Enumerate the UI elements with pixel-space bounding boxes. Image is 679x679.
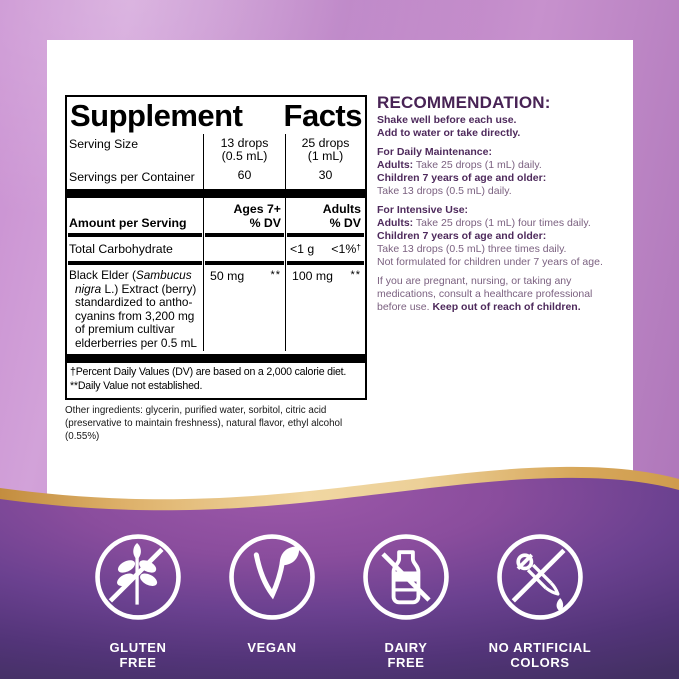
- carb-values-cell: [285, 238, 365, 260]
- thick-divider-bar: [67, 354, 365, 363]
- serving-size-13-drops: 13 drops (0.5 mL): [203, 134, 285, 164]
- serving-size-row: [67, 134, 365, 164]
- table-footnotes: [67, 363, 365, 398]
- servings-count-30: 30: [285, 164, 365, 189]
- dropper-slash-icon: [494, 531, 586, 623]
- total-carbohydrate-label: Total Carbohydrate: [69, 242, 173, 256]
- badge-gluten-free: [68, 531, 208, 670]
- amount-header-row: [67, 198, 365, 232]
- black-elder-description: Black Elder (Sambucus nigra L.) Extract (berry) standardized to antho- cyanins from 3,200 mg of premium cultivar elderberries per 0.5 mL: [69, 268, 197, 350]
- carb-empty-cell: [203, 238, 285, 260]
- daily-maintenance-group: For Daily Maintenance: Adults: Take 25 drops (1 mL) daily. Children 7 years of age and older: Take 13 drops (0.5 mL) daily.: [377, 146, 639, 198]
- badge-vegan: [202, 531, 342, 655]
- title-word-supplement: Supplement: [70, 98, 243, 133]
- badge-dairy-free: [336, 531, 476, 670]
- elder-amount-25-drops: 100 mg **: [285, 266, 365, 351]
- amount-per-serving-header: Amount per Serving: [69, 216, 187, 230]
- recommendation-heading: RECOMMENDATION:: [377, 93, 551, 112]
- footnote-daily-values: †Percent Daily Values (DV) are based on a 2,000 calorie diet.: [70, 366, 347, 378]
- serving-size-25-drops: 25 drops (1 mL): [285, 134, 365, 164]
- footnote-not-established: **Daily Value not established.: [70, 379, 203, 392]
- total-carbohydrate-row: [67, 238, 365, 260]
- black-elder-row: [67, 266, 365, 351]
- pregnancy-warning: If you are pregnant, nursing, or taking any medications, consult a healthcare professional before use. Keep out of reach of children.: [377, 275, 593, 313]
- thick-divider-bar: [67, 189, 365, 198]
- adults-header: Adults % DV: [285, 198, 365, 232]
- other-ingredients: Other ingredients: glycerin, purified water, sorbitol, citric acid (preservative to maintain freshness), natural flavor, ethyl alcohol (0.55%): [65, 405, 343, 442]
- badge-label: DAIRY FREE: [384, 640, 428, 670]
- badge-label: VEGAN: [247, 640, 297, 655]
- vegan-leaf-icon: [226, 531, 318, 623]
- ages-7-plus-header: Ages 7+ % DV: [203, 198, 285, 232]
- supplement-facts-table: [65, 95, 367, 400]
- title-word-facts: Facts: [283, 98, 362, 133]
- badge-label: GLUTEN FREE: [109, 640, 167, 670]
- badge-no-artificial-colors: [470, 531, 610, 670]
- recommendation-intro: Shake well before each use. Add to water or take directly.: [377, 114, 521, 139]
- wheat-slash-icon: [92, 531, 184, 623]
- carb-daily-value: <1%†: [331, 242, 361, 256]
- recommendation-section: [377, 93, 639, 320]
- elder-amount-13-drops: 50 mg **: [203, 266, 285, 351]
- daily-maintenance-heading: For Daily Maintenance:: [377, 146, 492, 158]
- carb-amount: <1 g: [290, 242, 315, 256]
- servings-per-container-label: Servings per Container: [69, 170, 195, 184]
- supplement-facts-title: [67, 97, 365, 134]
- milk-bottle-slash-icon: [360, 531, 452, 623]
- badge-label: NO ARTIFICIAL COLORS: [488, 640, 592, 670]
- serving-size-label: Serving Size: [69, 137, 139, 151]
- label-panel: [47, 40, 633, 502]
- intensive-use-group: For Intensive Use: Adults: Take 25 drops (1 mL) four times daily. Children 7 years of age and older: Take 13 drops (0.5 mL) three times daily. Not formulated for children under 7 years of age.: [377, 204, 639, 269]
- servings-count-60: 60: [203, 164, 285, 189]
- servings-per-container-row: [67, 164, 365, 189]
- intensive-use-heading: For Intensive Use:: [377, 204, 469, 216]
